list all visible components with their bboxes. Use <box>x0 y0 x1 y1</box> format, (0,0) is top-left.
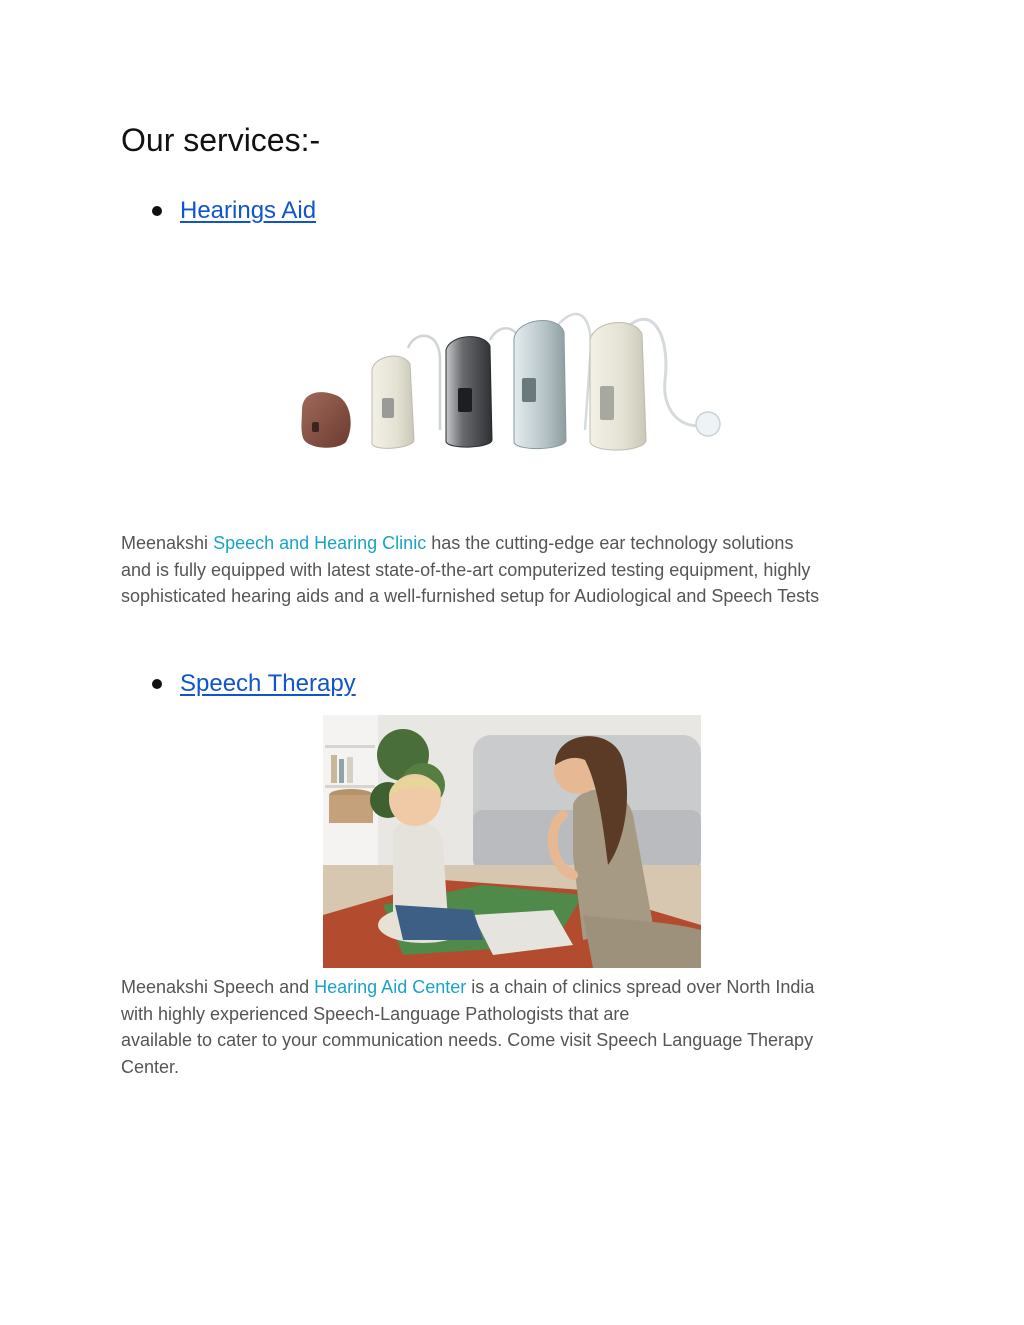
speech-therapy-description-line-2: with highly experienced Speech-Language Pathologists that are <box>121 1003 630 1024</box>
page-title: Our services:- <box>121 122 321 158</box>
hearing-aids-image <box>290 300 730 465</box>
shelf-board <box>325 745 375 748</box>
basket <box>329 795 373 823</box>
hearing-aid-link[interactable]: Hearings Aid <box>180 197 317 224</box>
ear-dome <box>696 412 720 436</box>
speech-therapy-description-line-4: Center. <box>121 1056 180 1077</box>
service-list-item-speech-therapy <box>152 667 356 701</box>
in-ear-aid <box>302 392 351 448</box>
large-cream-aid <box>590 323 646 451</box>
speech-therapy-description <box>121 974 921 1080</box>
hearing-aid-center-link[interactable]: Hearing Aid Center <box>314 977 467 997</box>
text-span: has the cutting-edge ear technology solutions <box>426 533 794 553</box>
speech-therapy-link[interactable]: Speech Therapy <box>180 670 356 697</box>
cream-aid-button <box>382 398 394 418</box>
bullet-dot-icon <box>152 206 162 216</box>
silver-aid <box>514 321 566 449</box>
service-list-item-hearing-aid <box>152 194 316 228</box>
child-shirt <box>393 821 448 920</box>
speech-therapy-description-line-1 <box>121 974 921 1001</box>
bullet-dot-icon <box>152 679 162 689</box>
large-cream-aid-button <box>600 386 614 420</box>
graphite-aid-button <box>458 388 472 412</box>
speech-therapy-description-line-3: available to cater to your communication needs. Come visit Speech Language Therapy <box>121 1030 814 1050</box>
book <box>339 759 344 783</box>
child-jeans <box>395 905 483 940</box>
hearing-aid-description-line-3: sophisticated hearing aids and a well-furnished setup for Audiological and Speech Tests <box>121 586 820 606</box>
hearing-aid-description <box>121 530 921 610</box>
speech-hearing-clinic-link[interactable]: Speech and Hearing Clinic <box>213 533 427 553</box>
speech-therapy-photo <box>323 715 701 968</box>
text-span: Meenakshi <box>121 533 214 553</box>
shelf-board <box>325 785 375 788</box>
book <box>331 755 337 783</box>
hearing-aid-description-line-1 <box>121 530 921 557</box>
text-span: is a chain of clinics spread over North India <box>466 977 815 997</box>
silver-aid-button <box>522 378 536 402</box>
in-ear-aid-button <box>312 422 319 432</box>
text-span: Meenakshi Speech and <box>121 977 315 997</box>
book <box>347 757 353 783</box>
hearing-aid-description-line-2: and is fully equipped with latest state-of-the-art computerized testing equipment, highly <box>121 559 811 580</box>
